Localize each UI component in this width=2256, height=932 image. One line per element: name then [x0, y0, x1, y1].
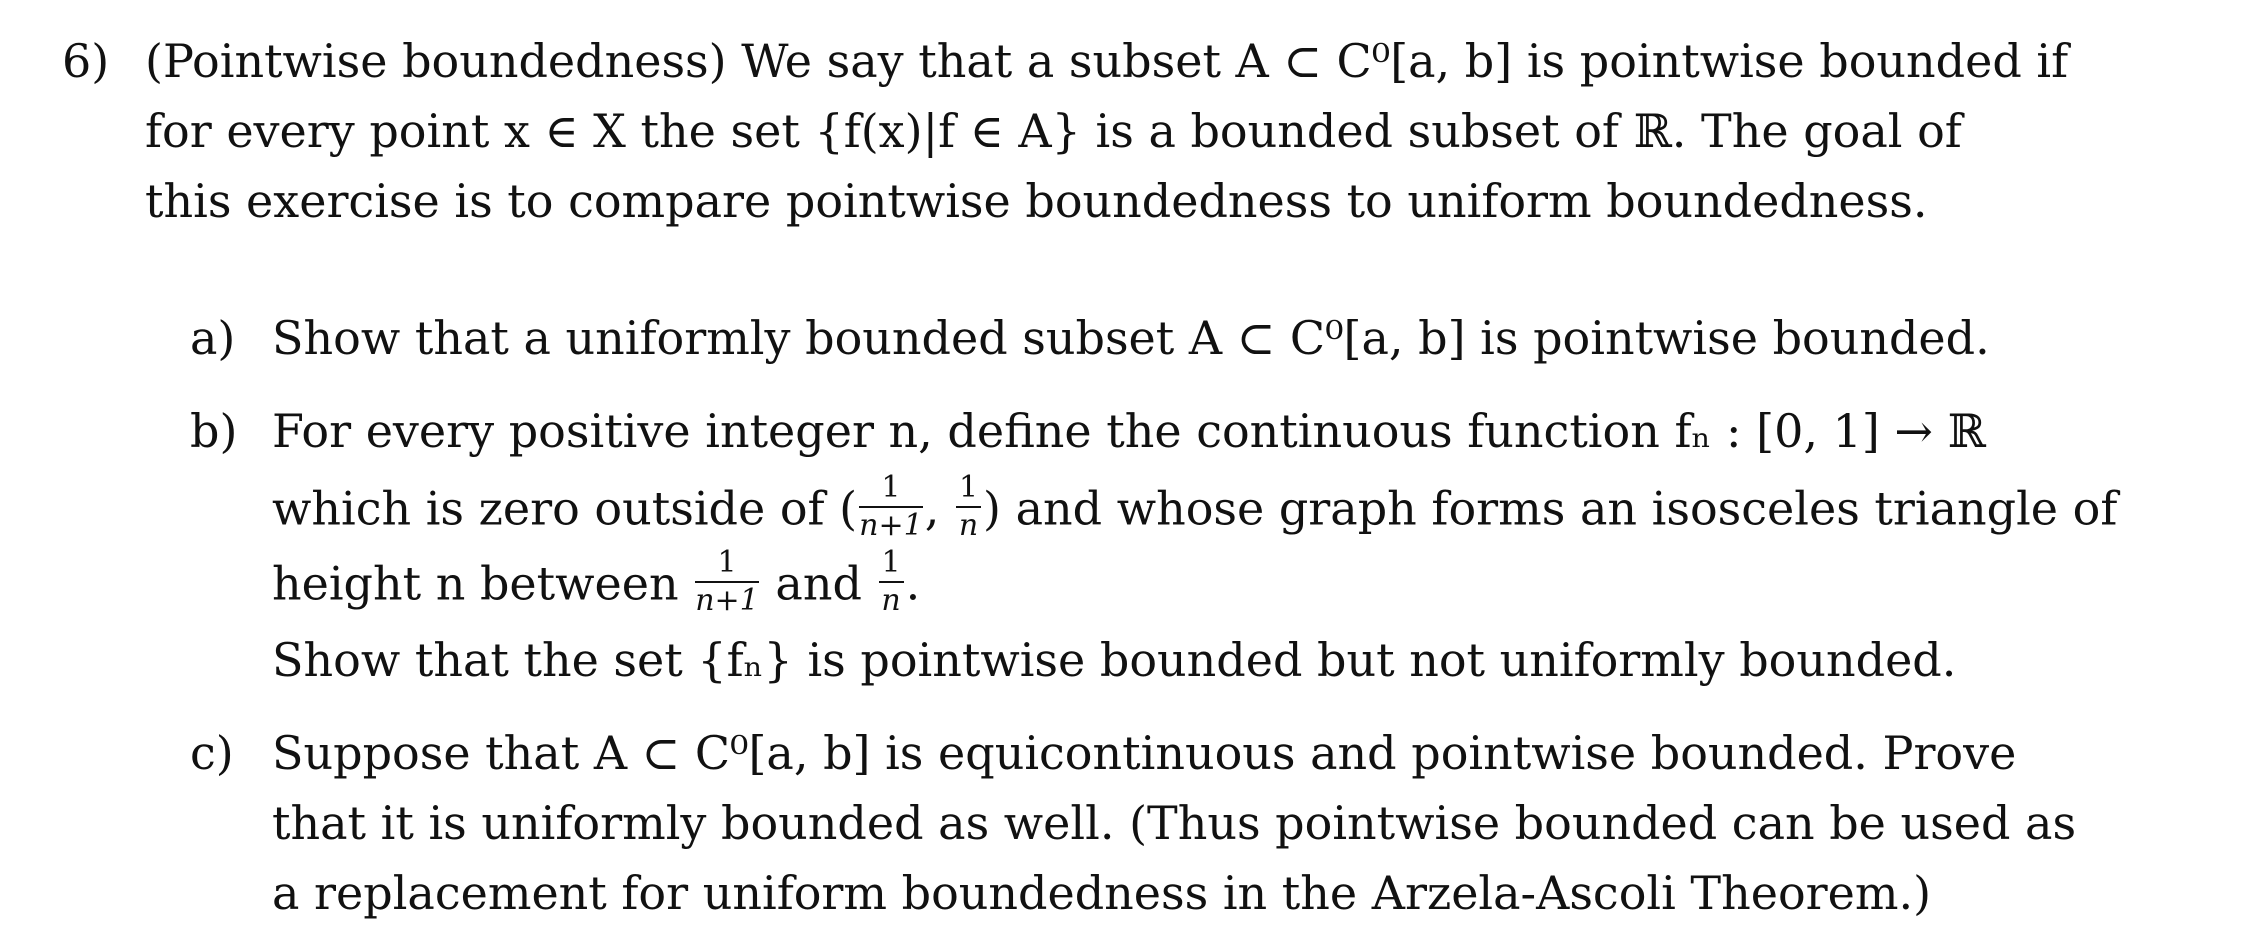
problem-number: 6) — [62, 34, 110, 88]
fraction-numerator: 1 — [695, 547, 759, 583]
fraction-1-over-n — [956, 472, 981, 541]
part-b-line-3 — [272, 545, 921, 622]
comma: , — [924, 481, 954, 536]
part-b-line-4: Show that the set {fₙ} is pointwise bounded but not uniformly bounded. — [272, 633, 1957, 687]
part-a-line-1: Show that a uniformly bounded subset A ⊂ C⁰[a, b] is pointwise bounded. — [272, 311, 1990, 365]
fraction-denominator: n — [881, 582, 901, 618]
part-c-label: c) — [190, 726, 234, 780]
part-c-line-3: a replacement for uniform boundedness in the Arzela-Ascoli Theorem.) — [272, 866, 1932, 920]
fraction-numerator: 1 — [879, 547, 904, 583]
fraction-denominator: n+1 — [859, 507, 923, 543]
problem-line-2: for every point x ∈ X the set {f(x)|f ∈ A} is a bounded subset of ℝ. The goal of — [145, 104, 1962, 158]
part-b-label: b) — [190, 404, 238, 458]
fraction-denominator: n+1 — [695, 582, 759, 618]
part-a-label: a) — [190, 311, 236, 365]
part-b-line-1: For every positive integer n, define the continuous function fₙ : [0, 1] → ℝ — [272, 404, 1986, 458]
fraction-1-over-n-plus-1 — [695, 547, 759, 616]
problem-line-1: (Pointwise boundedness) We say that a subset A ⊂ C⁰[a, b] is pointwise bounded if — [145, 34, 2069, 88]
part-b-line-3-pre: height n between — [272, 556, 679, 611]
part-c-line-1: Suppose that A ⊂ C⁰[a, b] is equicontinuous and pointwise bounded. Prove — [272, 726, 2017, 780]
part-c-line-2: that it is uniformly bounded as well. (Thus pointwise bounded can be used as — [272, 796, 2077, 850]
part-b-line-2-pre: which is zero outside of ( — [272, 481, 858, 536]
problem-line-3: this exercise is to compare pointwise boundedness to uniform boundedness. — [145, 174, 1928, 228]
fraction-1-over-n — [879, 547, 904, 616]
fraction-numerator: 1 — [956, 472, 981, 508]
fraction-numerator: 1 — [859, 472, 923, 508]
part-b-line-3-mid: and — [775, 556, 862, 611]
period: . — [905, 556, 921, 611]
part-b-line-2 — [272, 470, 2118, 547]
fraction-denominator: n — [958, 507, 979, 543]
part-b-line-2-post: ) and whose graph forms an isosceles triangle of — [983, 481, 2118, 536]
fraction-1-over-n-plus-1 — [859, 472, 923, 541]
